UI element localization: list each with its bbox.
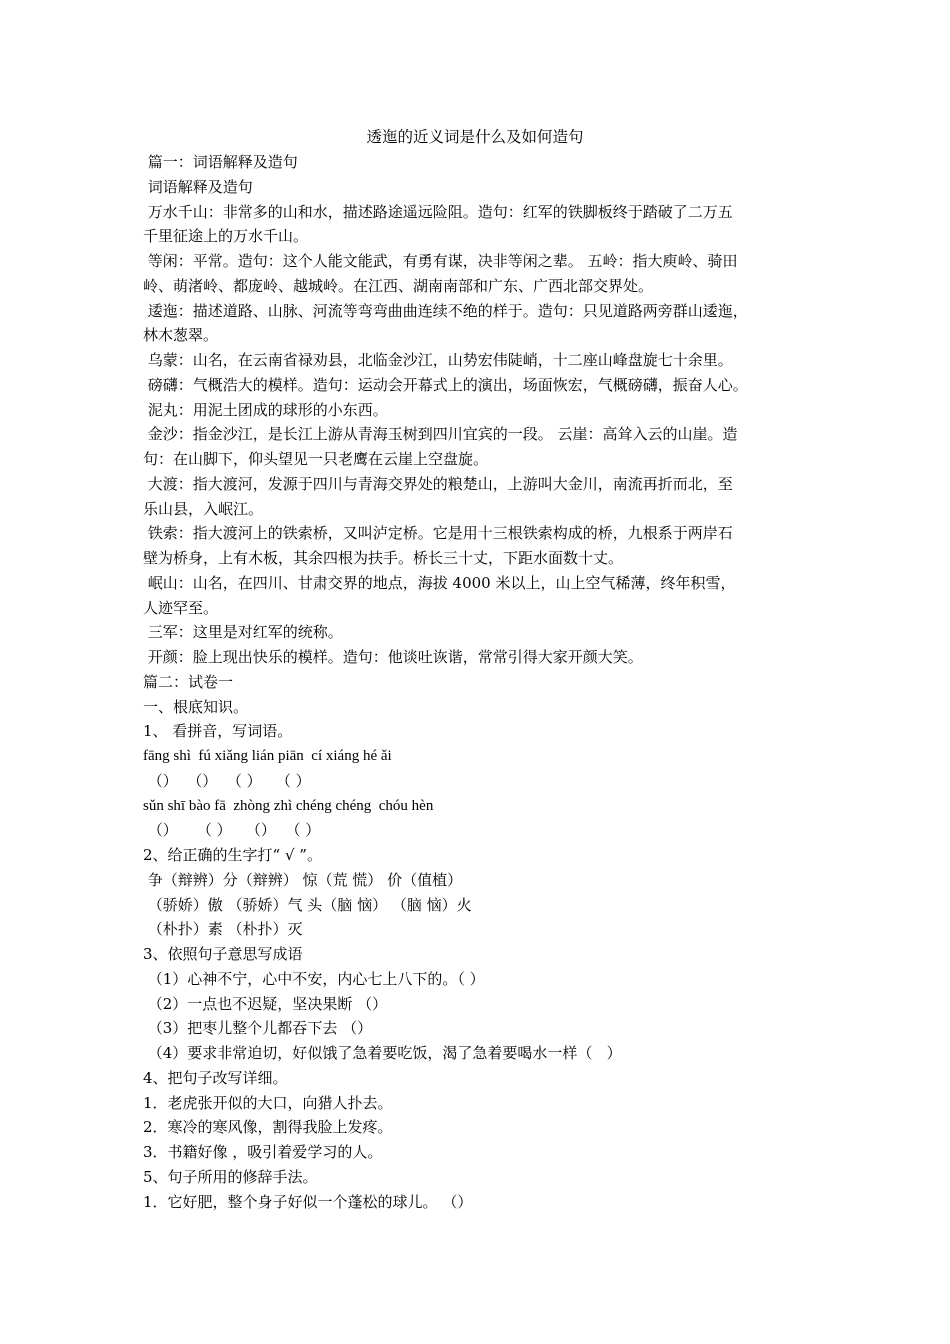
paragraph-line: 磅礴：气概浩大的模样。造句：运动会开幕式上的演出，场面恢宏，气概磅礴，振奋人心。 bbox=[143, 375, 748, 394]
answer-blanks: （） （） （ ） （ ） bbox=[143, 771, 311, 790]
paragraph-line: 铁索：指大渡河上的铁索桥，又叫泸定桥。它是用十三根铁索构成的桥，九根系于两岸石 bbox=[143, 524, 733, 543]
sub-question: （2）一点也不迟疑，坚决果断 （） bbox=[143, 994, 388, 1013]
choice-line: （骄娇）傲 （骄娇）气 头（脑 恼） （脑 恼）火 bbox=[143, 895, 472, 914]
sub-question: 1．它好肥，整个身子好似一个蓬松的球儿。 （） bbox=[143, 1192, 473, 1211]
question-item: 4、把句子改写详细。 bbox=[143, 1068, 288, 1087]
paragraph-line: 泥丸：用泥土团成的球形的小东西。 bbox=[143, 400, 388, 419]
paragraph-line: 乐山县，入岷江。 bbox=[143, 499, 264, 518]
question-item: 1、 看拼音，写词语。 bbox=[143, 722, 293, 741]
subheading: 词语解释及造句 bbox=[143, 177, 253, 196]
paragraph-line: 人迹罕至。 bbox=[143, 598, 219, 617]
sub-question: （3）把枣儿整个儿都吞下去 （） bbox=[143, 1019, 373, 1038]
pinyin-line: sǔn shī bào fā zhòng zhì chéng chéng chóu hèn bbox=[143, 797, 434, 814]
pinyin-line: fāng shì fú xiǎng lián piān cí xiáng hé ǎi bbox=[143, 748, 392, 764]
document-title: 透迤的近义词是什么及如何造句 bbox=[366, 128, 584, 146]
paragraph-line: 林木葱翠。 bbox=[143, 326, 219, 345]
paragraph-line: 岷山：山名，在四川、甘肃交界的地点，海拔 4000 米以上，山上空气稀薄，终年积雪， bbox=[143, 573, 736, 592]
paragraph-line: 岭、萌渚岭、都庞岭、越城岭。在江西、湖南南部和广东、广西北部交界处。 bbox=[143, 276, 654, 295]
paragraph-line: 逶迤：描述道路、山脉、河流等弯弯曲曲连续不绝的样于。造句：只见道路两旁群山逶迤， bbox=[143, 301, 748, 320]
paragraph-line: 三军：这里是对红军的统称。 bbox=[143, 623, 343, 642]
question-item: 2、给正确的生字打“ √ ”。 bbox=[143, 846, 322, 864]
paragraph-line: 开颜：脸上现出快乐的模样。造句：他谈吐诙谐，常常引得大家开颜大笑。 bbox=[143, 648, 643, 666]
sub-question: （4）要求非常迫切，好似饿了急着要吃饭，渴了急着要喝水一样（ ） bbox=[143, 1044, 622, 1062]
choice-line: 争（辩辨）分（辩辨） 惊（荒 慌） 价（值植） bbox=[143, 870, 463, 889]
sub-question: 2．寒冷的寒风像，割得我脸上发疼。 bbox=[143, 1118, 393, 1137]
question-item: 5、句子所用的修辞手法。 bbox=[143, 1167, 318, 1186]
paragraph-line: 句：在山脚下，仰头望见一只老鹰在云崖上空盘旋。 bbox=[143, 450, 489, 468]
paragraph-line: 壁为桥身，上有木板，其余四根为扶手。桥长三十丈，下距水面数十丈。 bbox=[143, 549, 624, 567]
choice-line: （朴扑）素 （朴扑）灭 bbox=[143, 920, 303, 939]
answer-blanks: （） （ ） （） （ ） bbox=[143, 821, 321, 840]
document-body bbox=[143, 150, 823, 1214]
sub-question: 1．老虎张开似的大口，向猎人扑去。 bbox=[143, 1093, 393, 1112]
section-heading-1: 篇一：词语解释及造句 bbox=[143, 153, 298, 171]
paragraph-line: 千里征途上的万水千山。 bbox=[143, 227, 309, 246]
paragraph-line: 金沙：指金沙江，是长江上游从青海玉树到四川宜宾的一段。 云崖：高耸入云的山崖。造 bbox=[143, 425, 738, 444]
question-heading: 一、根底知识。 bbox=[143, 697, 249, 716]
paragraph-line: 乌蒙：山名，在云南省禄劝县，北临金沙江，山势宏伟陡峭，十二座山峰盘旋七十余里。 bbox=[143, 351, 733, 369]
question-item: 3、依照句子意思写成语 bbox=[143, 945, 303, 963]
paragraph-line: 万水千山：非常多的山和水，描述路途遥远险阻。造句：红军的铁脚板终于踏破了二万五 bbox=[143, 202, 733, 221]
section-heading-2: 篇二：试卷一 bbox=[143, 672, 234, 691]
paragraph-line: 大渡：指大渡河，发源于四川与青海交界处的粮楚山，上游叫大金川，南流再折而北，至 bbox=[143, 474, 733, 493]
paragraph-line: 等闲：平常。造句：这个人能文能武，有勇有谋，决非等闲之辈。 五岭：指大庾岭、骑田 bbox=[143, 252, 738, 270]
sub-question: （1）心神不宁，心中不安，内心七上八下的。（ ） bbox=[143, 969, 485, 988]
sub-question: 3．书籍好像 ，吸引着爱学习的人。 bbox=[143, 1143, 383, 1161]
